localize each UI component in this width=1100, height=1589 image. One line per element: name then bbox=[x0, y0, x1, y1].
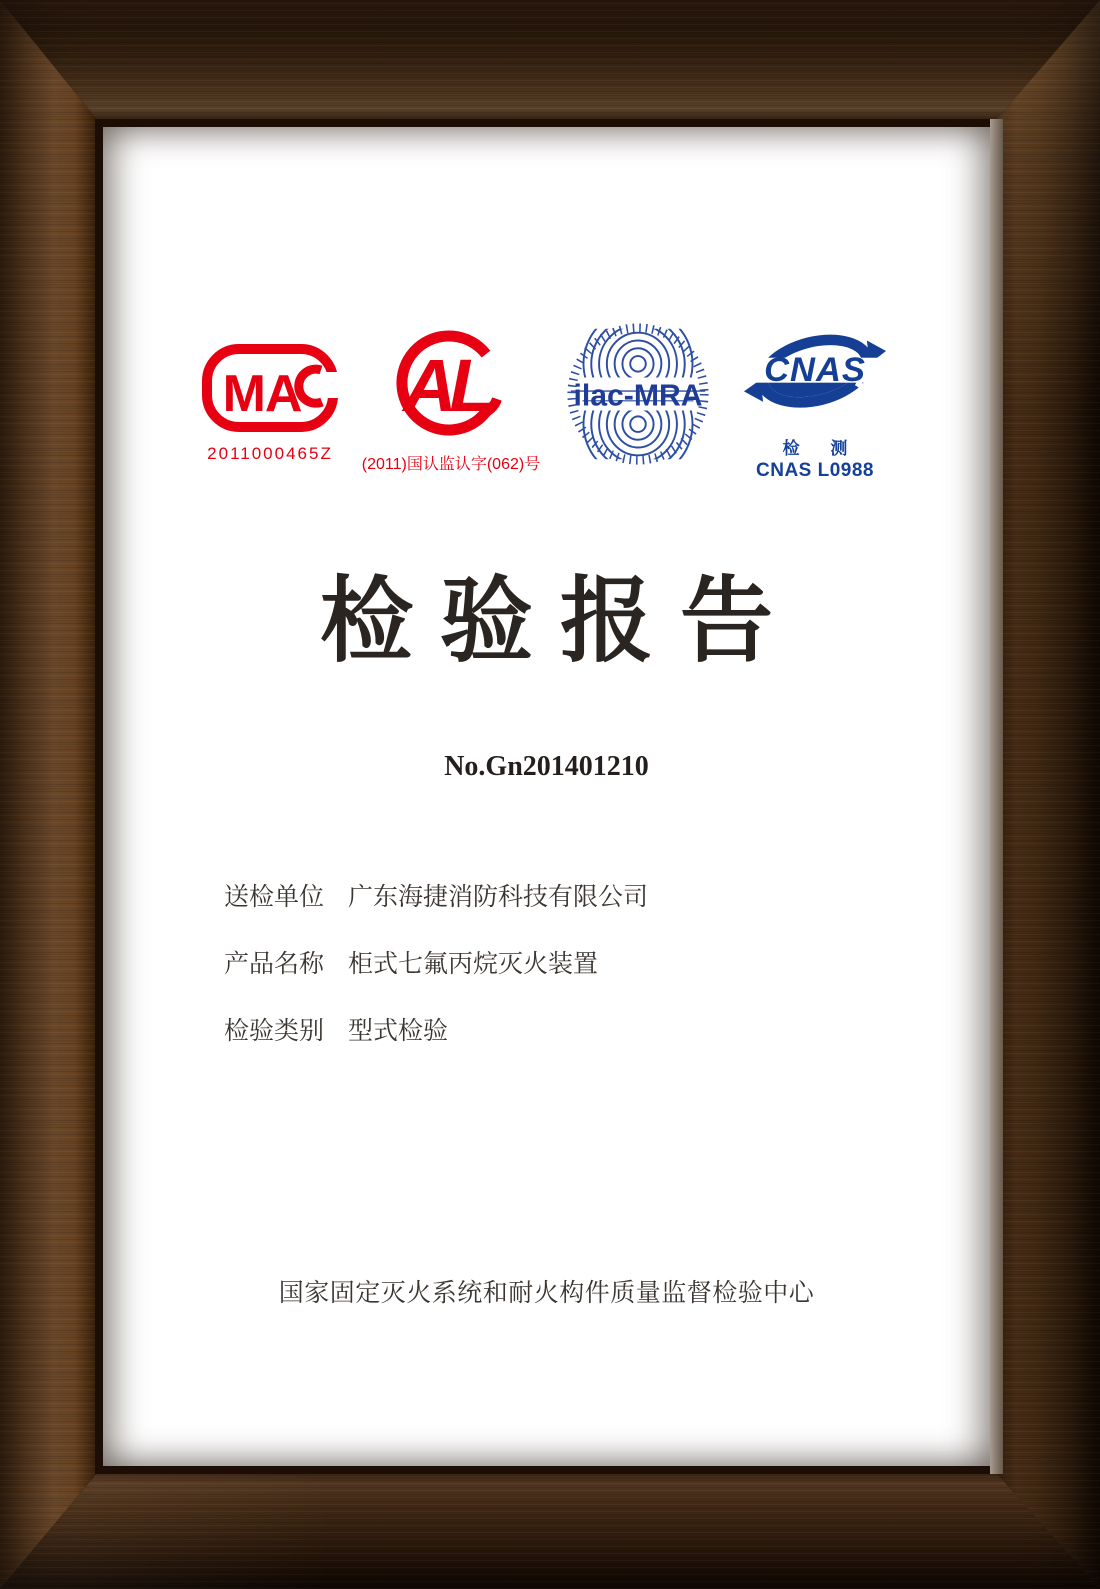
cma-letters: MA bbox=[222, 365, 302, 423]
frame-bottom bbox=[0, 1466, 1100, 1589]
field-row-unit bbox=[224, 877, 648, 913]
report-fields bbox=[224, 877, 648, 1078]
frame-left bbox=[0, 0, 103, 1589]
report-number: No.Gn201401210 bbox=[444, 751, 649, 782]
cma-mark-icon bbox=[200, 342, 340, 434]
cma-caption: 2011000465Z bbox=[207, 444, 333, 463]
cal-logo bbox=[359, 327, 543, 474]
cal-letter-a: A bbox=[403, 344, 457, 427]
field-label: 送检单位 bbox=[224, 883, 325, 911]
report-title: 检验报告 bbox=[320, 569, 800, 673]
field-label: 产品名称 bbox=[224, 950, 325, 978]
cnas-mark-icon bbox=[743, 325, 887, 425]
frame-right bbox=[988, 0, 1100, 1589]
ilac-mra-logo bbox=[565, 321, 711, 472]
cnas-logo bbox=[743, 325, 887, 482]
field-value: 广东海捷消防科技有限公司 bbox=[347, 883, 648, 911]
field-row-product bbox=[224, 944, 648, 980]
certificate-paper bbox=[103, 127, 990, 1466]
cal-letter-l: L bbox=[449, 344, 495, 427]
cma-logo bbox=[199, 342, 341, 464]
field-value: 柜式七氟丙烷灭火装置 bbox=[347, 950, 598, 978]
cnas-label: CNAS bbox=[764, 350, 866, 389]
issuer-name: 国家固定灭火系统和耐火构件质量监督检验中心 bbox=[278, 1279, 815, 1307]
frame-top bbox=[0, 0, 1100, 127]
ilac-mra-label: ilac-MRA bbox=[573, 379, 703, 413]
cal-mark-icon bbox=[386, 327, 516, 439]
cnas-caption-code: CNAS L0988 bbox=[756, 460, 874, 481]
field-row-type bbox=[224, 1011, 648, 1047]
cnas-caption-cn: 检 测 bbox=[782, 439, 848, 458]
field-label: 检验类别 bbox=[224, 1017, 325, 1045]
frame-inner-bevel bbox=[990, 119, 1003, 1474]
ilac-mra-stamp-icon bbox=[565, 321, 711, 467]
field-value: 型式检验 bbox=[347, 1017, 448, 1045]
cal-caption: (2011)国认监认字(062)号 bbox=[361, 456, 541, 473]
